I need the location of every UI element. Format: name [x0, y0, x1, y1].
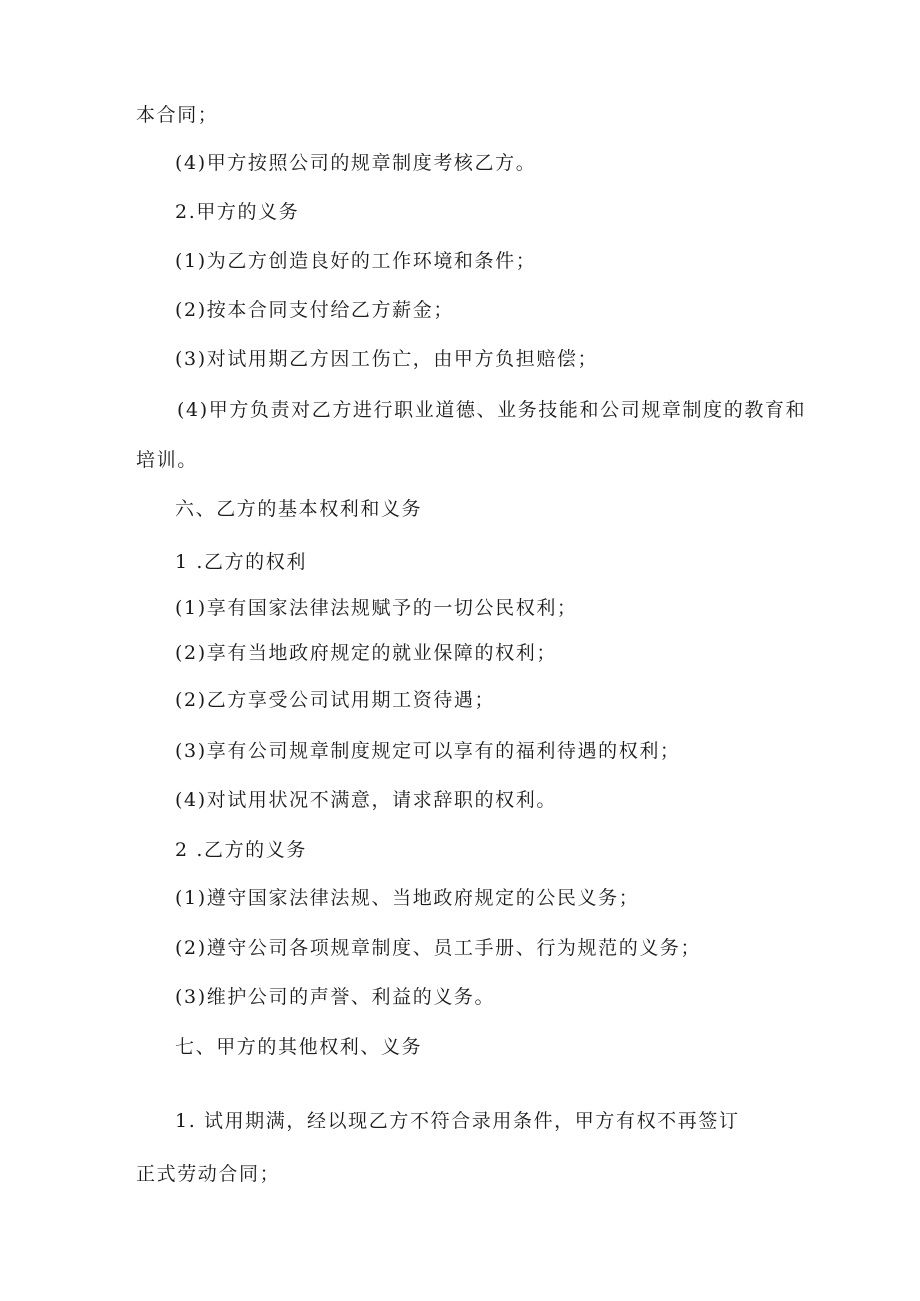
text-line-5: (2)按本合同支付给乙方薪金； — [175, 299, 454, 321]
text-line-16: 2 .乙方的义务 — [175, 839, 307, 861]
text-line-14: (3)享有公司规章制度规定可以享有的福利待遇的权利； — [175, 740, 681, 762]
text-line-15: (4)对试用状况不满意，请求辞职的权利。 — [175, 789, 557, 811]
text-line-18: (2)遵守公司各项规章制度、员工手册、行为规范的义务； — [175, 937, 702, 959]
text-line-22: 正式劳动合同； — [136, 1163, 281, 1185]
text-line-6: (3)对试用期乙方因工伤亡，由甲方负担赔偿； — [175, 348, 599, 370]
text-line-2: (4)甲方按照公司的规章制度考核乙方。 — [175, 152, 537, 174]
heading-section-7: 七、甲方的其他权利、义务 — [175, 1036, 423, 1058]
heading-section-6: 六、乙方的基本权利和义务 — [175, 498, 423, 520]
text-line-19: (3)维护公司的声誉、利益的义务。 — [175, 986, 496, 1008]
text-line-12: (2)享有当地政府规定的就业保障的权利； — [175, 642, 557, 664]
text-line-11: (1)享有国家法律法规赋予的一切公民权利； — [175, 597, 578, 619]
text-line-8: 培训。 — [136, 449, 198, 471]
text-line-13: (2)乙方享受公司试用期工资待遇； — [175, 689, 496, 711]
text-line-21: 1. 试用期满，经以现乙方不符合录用条件，甲方有权不再签订 — [175, 1110, 740, 1132]
text-line-7: (4)甲方负责对乙方进行职业道德、业务技能和公司规章制度的教育和 — [177, 399, 807, 421]
text-line-4: (1)为乙方创造良好的工作环境和条件； — [175, 250, 537, 272]
text-line-1: 本合同； — [136, 104, 219, 126]
text-line-10: 1 .乙方的权利 — [175, 551, 307, 573]
text-line-3: 2.甲方的义务 — [175, 201, 300, 223]
text-line-17: (1)遵守国家法律法规、当地政府规定的公民义务； — [175, 887, 640, 909]
